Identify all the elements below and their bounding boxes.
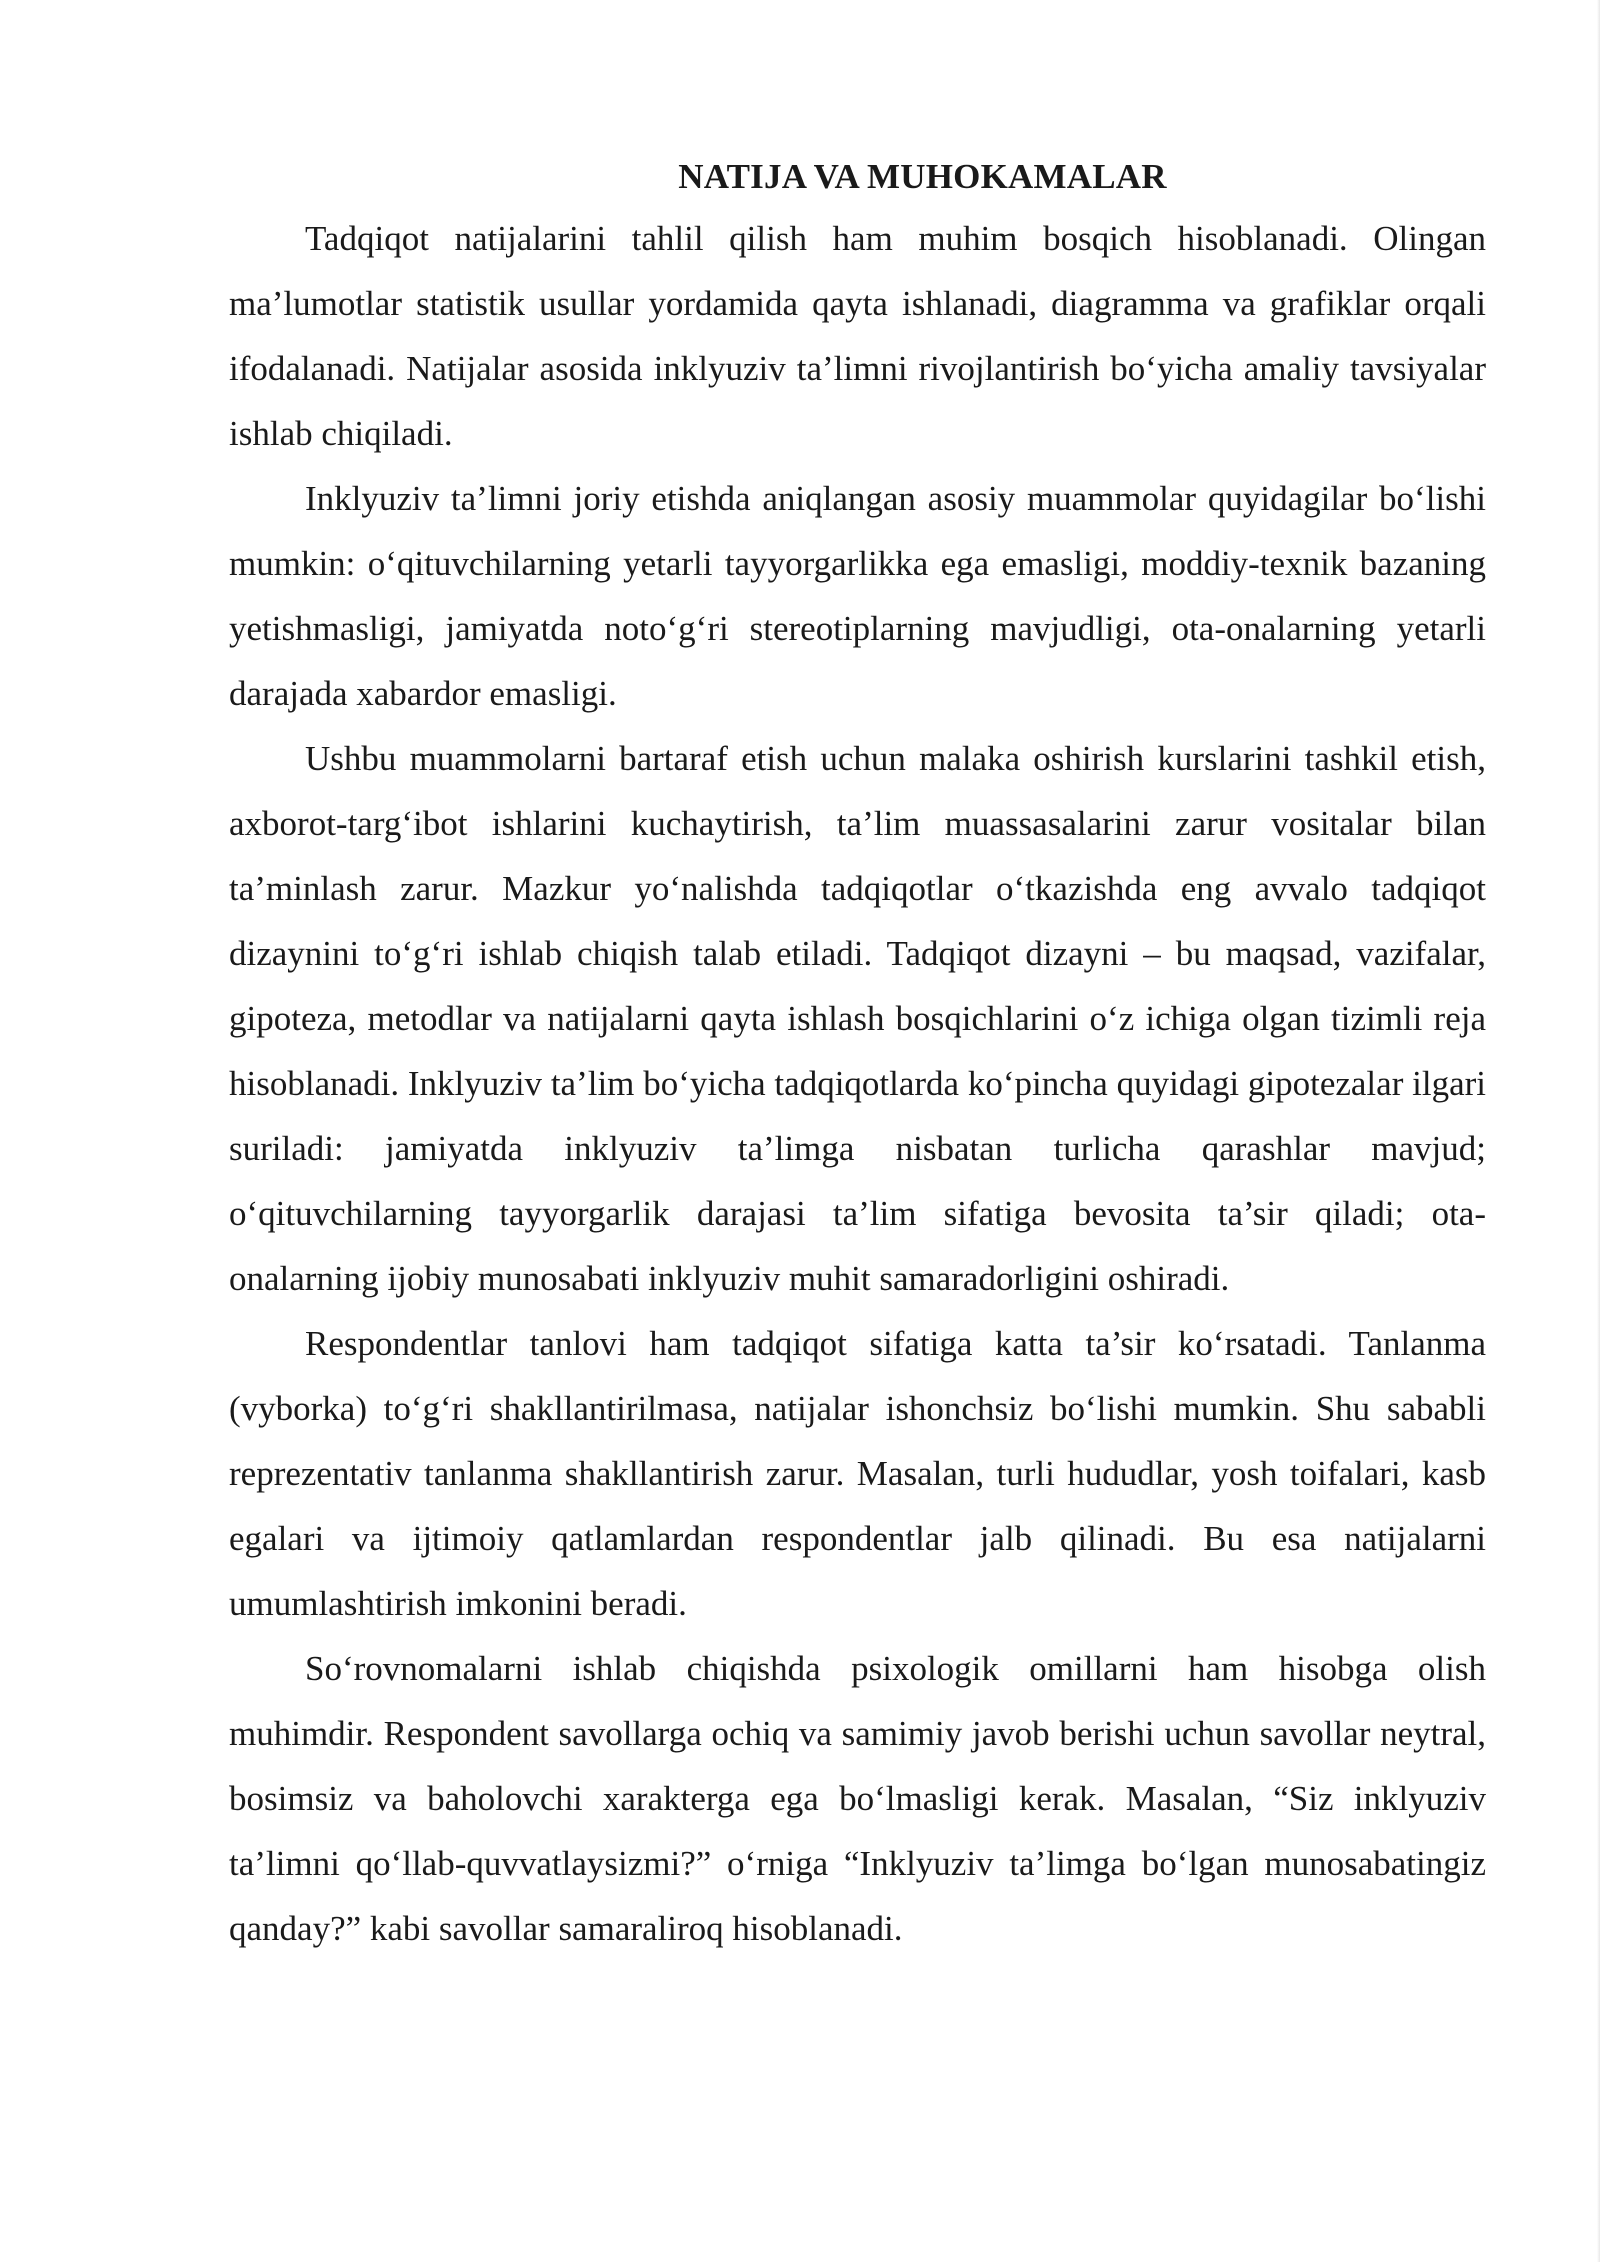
section-heading: NATIJA VA MUHOKAMALAR	[678, 157, 1167, 196]
paragraph: Inklyuziv ta’limni joriy etishda aniqlangan asosiy muammolar quyidagilar bo‘lishi mumkin: o‘qituvchilarning yetarli tayyorgarlikka ega emasligi, moddiy-texnik bazaning yetishmasligi, jamiyatda noto‘g‘ri stereotiplarning mavjudligi, ota-onalarning yetarli darajada xabardor emasligi.	[229, 479, 1486, 713]
paragraph: Respondentlar tanlovi ham tadqiqot sifatiga katta ta’sir ko‘rsatadi. Tanlanma (vyborka) to‘g‘ri shakllantirilmasa, natijalar ishonchsiz bo‘lishi mumkin. Shu sababli reprezentativ tanlanma shakllantirish zarur. Masalan, turli hududlar, yosh toifalari, kasb egalari va ijtimoiy qatlamlardan respondentlar jalb qilinadi. Bu esa natijalarni umumlashtirish imkonini beradi.	[229, 1324, 1486, 1623]
document-body	[229, 148, 1486, 1961]
paragraph: So‘rovnomalarni ishlab chiqishda psixologik omillarni ham hisobga olish muhimdir. Respondent savollarga ochiq va samimiy javob berishi uchun savollar neytral, bosimsiz va baholovchi xarakterga ega bo‘lmasligi kerak. Masalan, “Siz inklyuziv ta’limni qo‘llab-quvvatlaysizmi?” o‘rniga “Inklyuziv ta’limga bo‘lgan munosabatingiz qanday?” kabi savollar samaraliroq hisoblanadi.	[229, 1649, 1486, 1948]
paragraph: Tadqiqot natijalarini tahlil qilish ham muhim bosqich hisoblanadi. Olingan ma’lumotlar statistik usullar yordamida qayta ishlanadi, diagramma va grafiklar orqali ifodalanadi. Natijalar asosida inklyuziv ta’limni rivojlantirish bo‘yicha amaliy tavsiyalar ishlab chiqiladi.	[229, 219, 1486, 453]
paragraph: Ushbu muammolarni bartaraf etish uchun malaka oshirish kurslarini tashkil etish, axborot-targ‘ibot ishlarini kuchaytirish, ta’lim muassasalarini zarur vositalar bilan ta’minlash zarur. Mazkur yo‘nalishda tadqiqotlar o‘tkazishda eng avvalo tadqiqot dizaynini to‘g‘ri ishlab chiqish talab etiladi. Tadqiqot dizayni – bu maqsad, vazifalar, gipoteza, metodlar va natijalarni qayta ishlash bosqichlarini o‘z ichiga olgan tizimli reja hisoblanadi. Inklyuziv ta’lim bo‘yicha tadqiqotlarda ko‘pincha quyidagi gipotezalar ilgari suriladi: jamiyatda inklyuziv ta’limga nisbatan turlicha qarashlar mavjud; o‘qituvchilarning tayyorgarlik darajasi ta’lim sifatiga bevosita ta’sir qiladi; ota-onalarning ijobiy munosabati inklyuziv muhit samaradorligini oshiradi.	[229, 739, 1486, 1298]
